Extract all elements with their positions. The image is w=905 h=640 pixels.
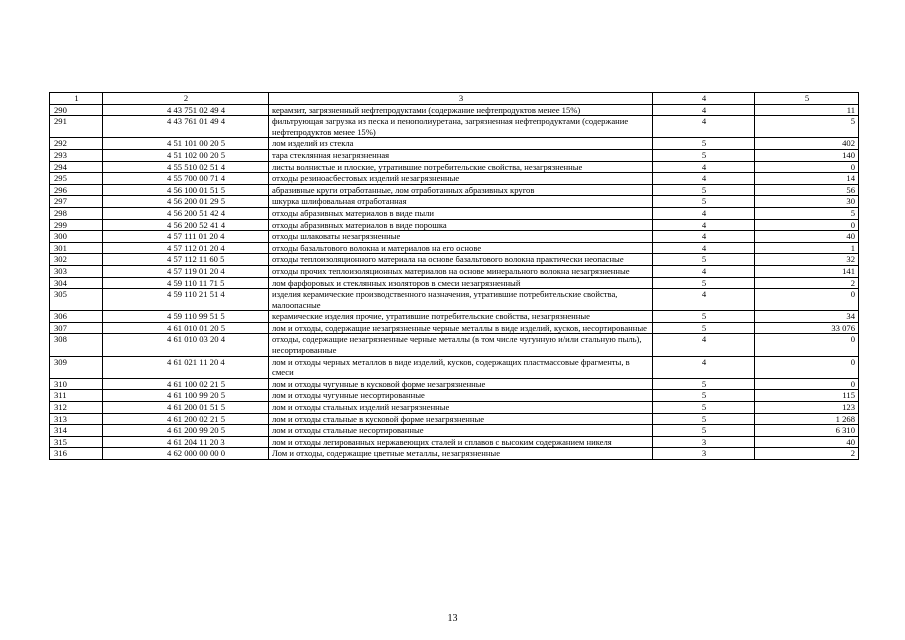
table-row <box>50 436 859 448</box>
quantity-cell: 402 <box>755 138 859 150</box>
row-number-cell: 311 <box>50 390 103 402</box>
hazard-class-cell: 5 <box>653 402 755 414</box>
table-body <box>50 104 859 459</box>
hazard-class-cell: 5 <box>653 311 755 323</box>
row-number-cell: 291 <box>50 116 103 138</box>
waste-name-cell: керамзит, загрязненный нефтепродуктами (содержание нефтепродуктов менее 15%) <box>269 104 653 116</box>
waste-name-cell: отходы теплоизоляционного материала на основе базальтового волокна практически неопасные <box>269 254 653 266</box>
waste-code-cell: 4 56 200 01 29 5 <box>103 196 269 208</box>
waste-code-cell: 4 61 021 11 20 4 <box>103 356 269 378</box>
table-row <box>50 265 859 277</box>
quantity-cell: 30 <box>755 196 859 208</box>
quantity-cell: 6 310 <box>755 425 859 437</box>
header-cell-5: 5 <box>755 93 859 105</box>
quantity-cell: 1 <box>755 242 859 254</box>
waste-name-cell: керамические изделия прочие, утратившие потребительские свойства, незагрязненные <box>269 311 653 323</box>
row-number-cell: 295 <box>50 173 103 185</box>
waste-code-cell: 4 62 000 00 00 0 <box>103 448 269 460</box>
waste-code-cell: 4 59 110 21 51 4 <box>103 289 269 311</box>
waste-code-cell: 4 61 200 02 21 5 <box>103 413 269 425</box>
quantity-cell: 2 <box>755 277 859 289</box>
row-number-cell: 298 <box>50 207 103 219</box>
table-row <box>50 448 859 460</box>
row-number-cell: 296 <box>50 184 103 196</box>
table-row <box>50 231 859 243</box>
row-number-cell: 300 <box>50 231 103 243</box>
waste-code-cell: 4 56 200 52 41 4 <box>103 219 269 231</box>
row-number-cell: 294 <box>50 161 103 173</box>
waste-code-cell: 4 61 010 01 20 5 <box>103 322 269 334</box>
table-row <box>50 311 859 323</box>
row-number-cell: 312 <box>50 402 103 414</box>
quantity-cell: 141 <box>755 265 859 277</box>
waste-name-cell: отходы абразивных материалов в виде пыли <box>269 207 653 219</box>
row-number-cell: 308 <box>50 334 103 356</box>
waste-name-cell: лом и отходы чугунные в кусковой форме незагрязненные <box>269 378 653 390</box>
quantity-cell: 115 <box>755 390 859 402</box>
waste-name-cell: шкурка шлифовальная отработанная <box>269 196 653 208</box>
waste-code-cell: 4 55 510 02 51 4 <box>103 161 269 173</box>
table-row <box>50 402 859 414</box>
quantity-cell: 32 <box>755 254 859 266</box>
hazard-class-cell: 5 <box>653 184 755 196</box>
waste-code-cell: 4 61 100 99 20 5 <box>103 390 269 402</box>
waste-code-cell: 4 55 700 00 71 4 <box>103 173 269 185</box>
waste-name-cell: лом и отходы стальные несортированные <box>269 425 653 437</box>
hazard-class-cell: 5 <box>653 196 755 208</box>
quantity-cell: 0 <box>755 356 859 378</box>
waste-code-cell: 4 61 010 03 20 4 <box>103 334 269 356</box>
waste-name-cell: Лом и отходы, содержащие цветные металлы, незагрязненные <box>269 448 653 460</box>
table-row <box>50 138 859 150</box>
quantity-cell: 1 268 <box>755 413 859 425</box>
row-number-cell: 299 <box>50 219 103 231</box>
waste-code-cell: 4 59 110 99 51 5 <box>103 311 269 323</box>
header-cell-4: 4 <box>653 93 755 105</box>
quantity-cell: 5 <box>755 207 859 219</box>
hazard-class-cell: 3 <box>653 448 755 460</box>
waste-code-cell: 4 61 204 11 20 3 <box>103 436 269 448</box>
row-number-cell: 301 <box>50 242 103 254</box>
quantity-cell: 2 <box>755 448 859 460</box>
hazard-class-cell: 4 <box>653 231 755 243</box>
waste-code-cell: 4 43 751 02 49 4 <box>103 104 269 116</box>
waste-name-cell: изделия керамические производственного назначения, утратившие потребительские свойства, малоопасные <box>269 289 653 311</box>
waste-name-cell: абразивные круги отработанные, лом отработанных абразивных кругов <box>269 184 653 196</box>
quantity-cell: 56 <box>755 184 859 196</box>
row-number-cell: 304 <box>50 277 103 289</box>
waste-name-cell: лом и отходы, содержащие незагрязненные черные металлы в виде изделий, кусков, несортированные <box>269 322 653 334</box>
quantity-cell: 40 <box>755 436 859 448</box>
waste-name-cell: отходы базальтового волокна и материалов на его основе <box>269 242 653 254</box>
hazard-class-cell: 5 <box>653 149 755 161</box>
hazard-class-cell: 5 <box>653 138 755 150</box>
header-cell-1: 1 <box>50 93 103 105</box>
hazard-class-cell: 3 <box>653 436 755 448</box>
row-number-cell: 306 <box>50 311 103 323</box>
hazard-class-cell: 4 <box>653 219 755 231</box>
table-row <box>50 289 859 311</box>
hazard-class-cell: 5 <box>653 322 755 334</box>
hazard-class-cell: 4 <box>653 242 755 254</box>
row-number-cell: 309 <box>50 356 103 378</box>
quantity-cell: 140 <box>755 149 859 161</box>
hazard-class-cell: 4 <box>653 356 755 378</box>
waste-name-cell: лом и отходы легированных нержавеющих сталей и сплавов с высоким содержанием никеля <box>269 436 653 448</box>
table-row <box>50 184 859 196</box>
waste-name-cell: лом и отходы стальных изделий незагрязненные <box>269 402 653 414</box>
table-row <box>50 277 859 289</box>
table-header <box>50 93 859 105</box>
row-number-cell: 302 <box>50 254 103 266</box>
hazard-class-cell: 5 <box>653 390 755 402</box>
row-number-cell: 307 <box>50 322 103 334</box>
quantity-cell: 34 <box>755 311 859 323</box>
hazard-class-cell: 4 <box>653 207 755 219</box>
hazard-class-cell: 4 <box>653 116 755 138</box>
table-row <box>50 116 859 138</box>
quantity-cell: 5 <box>755 116 859 138</box>
waste-code-cell: 4 51 102 00 20 5 <box>103 149 269 161</box>
row-number-cell: 315 <box>50 436 103 448</box>
table-row <box>50 219 859 231</box>
waste-code-cell: 4 56 200 51 42 4 <box>103 207 269 219</box>
row-number-cell: 303 <box>50 265 103 277</box>
row-number-cell: 293 <box>50 149 103 161</box>
header-row <box>50 93 859 105</box>
table-row <box>50 196 859 208</box>
hazard-class-cell: 4 <box>653 265 755 277</box>
waste-name-cell: тара стеклянная незагрязненная <box>269 149 653 161</box>
waste-code-cell: 4 56 100 01 51 5 <box>103 184 269 196</box>
hazard-class-cell: 4 <box>653 173 755 185</box>
hazard-class-cell: 4 <box>653 104 755 116</box>
table-row <box>50 104 859 116</box>
table-row <box>50 254 859 266</box>
row-number-cell: 290 <box>50 104 103 116</box>
table-row <box>50 378 859 390</box>
quantity-cell: 14 <box>755 173 859 185</box>
table-row <box>50 173 859 185</box>
table-row <box>50 425 859 437</box>
quantity-cell: 0 <box>755 161 859 173</box>
table-row <box>50 356 859 378</box>
waste-name-cell: лом фарфоровых и стеклянных изоляторов в смеси незагрязненный <box>269 277 653 289</box>
waste-code-cell: 4 57 112 01 20 4 <box>103 242 269 254</box>
waste-code-cell: 4 43 761 01 49 4 <box>103 116 269 138</box>
waste-code-cell: 4 57 112 11 60 5 <box>103 254 269 266</box>
hazard-class-cell: 4 <box>653 289 755 311</box>
quantity-cell: 123 <box>755 402 859 414</box>
quantity-cell: 0 <box>755 219 859 231</box>
quantity-cell: 0 <box>755 334 859 356</box>
table-row <box>50 161 859 173</box>
table-row <box>50 207 859 219</box>
waste-code-cell: 4 61 100 02 21 5 <box>103 378 269 390</box>
quantity-cell: 40 <box>755 231 859 243</box>
quantity-cell: 0 <box>755 289 859 311</box>
waste-name-cell: отходы шлаковаты незагрязненные <box>269 231 653 243</box>
hazard-class-cell: 5 <box>653 277 755 289</box>
table-row <box>50 149 859 161</box>
waste-code-cell: 4 57 111 01 20 4 <box>103 231 269 243</box>
hazard-class-cell: 5 <box>653 254 755 266</box>
quantity-cell: 0 <box>755 378 859 390</box>
waste-code-cell: 4 57 119 01 20 4 <box>103 265 269 277</box>
waste-name-cell: лом и отходы черных металлов в виде изделий, кусков, содержащих пластмассовые фрагменты, в смеси <box>269 356 653 378</box>
waste-code-cell: 4 59 110 11 71 5 <box>103 277 269 289</box>
waste-name-cell: отходы, содержащие незагрязненные черные металлы (в том числе чугунную и/или стальную пыль), несортированные <box>269 334 653 356</box>
table-row <box>50 322 859 334</box>
header-cell-3: 3 <box>269 93 653 105</box>
waste-name-cell: отходы прочих теплоизоляционных материалов на основе минерального волокна незагрязненные <box>269 265 653 277</box>
waste-code-cell: 4 61 200 01 51 5 <box>103 402 269 414</box>
row-number-cell: 310 <box>50 378 103 390</box>
waste-name-cell: лом изделий из стекла <box>269 138 653 150</box>
row-number-cell: 292 <box>50 138 103 150</box>
quantity-cell: 11 <box>755 104 859 116</box>
waste-name-cell: отходы резиноасбестовых изделий незагрязненные <box>269 173 653 185</box>
hazard-class-cell: 5 <box>653 425 755 437</box>
table-row <box>50 390 859 402</box>
waste-name-cell: лом и отходы стальные в кусковой форме незагрязненные <box>269 413 653 425</box>
waste-name-cell: листы волнистые и плоские, утратившие потребительские свойства, незагрязненные <box>269 161 653 173</box>
waste-table <box>49 92 859 460</box>
row-number-cell: 305 <box>50 289 103 311</box>
waste-name-cell: фильтрующая загрузка из песка и пенополиуретана, загрязненная нефтепродуктами (содержание нефтепродуктов менее 15%) <box>269 116 653 138</box>
hazard-class-cell: 4 <box>653 334 755 356</box>
hazard-class-cell: 5 <box>653 378 755 390</box>
table-row <box>50 242 859 254</box>
row-number-cell: 314 <box>50 425 103 437</box>
waste-name-cell: лом и отходы чугунные несортированные <box>269 390 653 402</box>
page-number: 13 <box>447 613 458 624</box>
waste-code-cell: 4 61 200 99 20 5 <box>103 425 269 437</box>
header-cell-2: 2 <box>103 93 269 105</box>
row-number-cell: 313 <box>50 413 103 425</box>
waste-code-cell: 4 51 101 00 20 5 <box>103 138 269 150</box>
quantity-cell: 33 076 <box>755 322 859 334</box>
hazard-class-cell: 4 <box>653 161 755 173</box>
table-row <box>50 334 859 356</box>
row-number-cell: 297 <box>50 196 103 208</box>
waste-name-cell: отходы абразивных материалов в виде порошка <box>269 219 653 231</box>
hazard-class-cell: 5 <box>653 413 755 425</box>
table-row <box>50 413 859 425</box>
row-number-cell: 316 <box>50 448 103 460</box>
